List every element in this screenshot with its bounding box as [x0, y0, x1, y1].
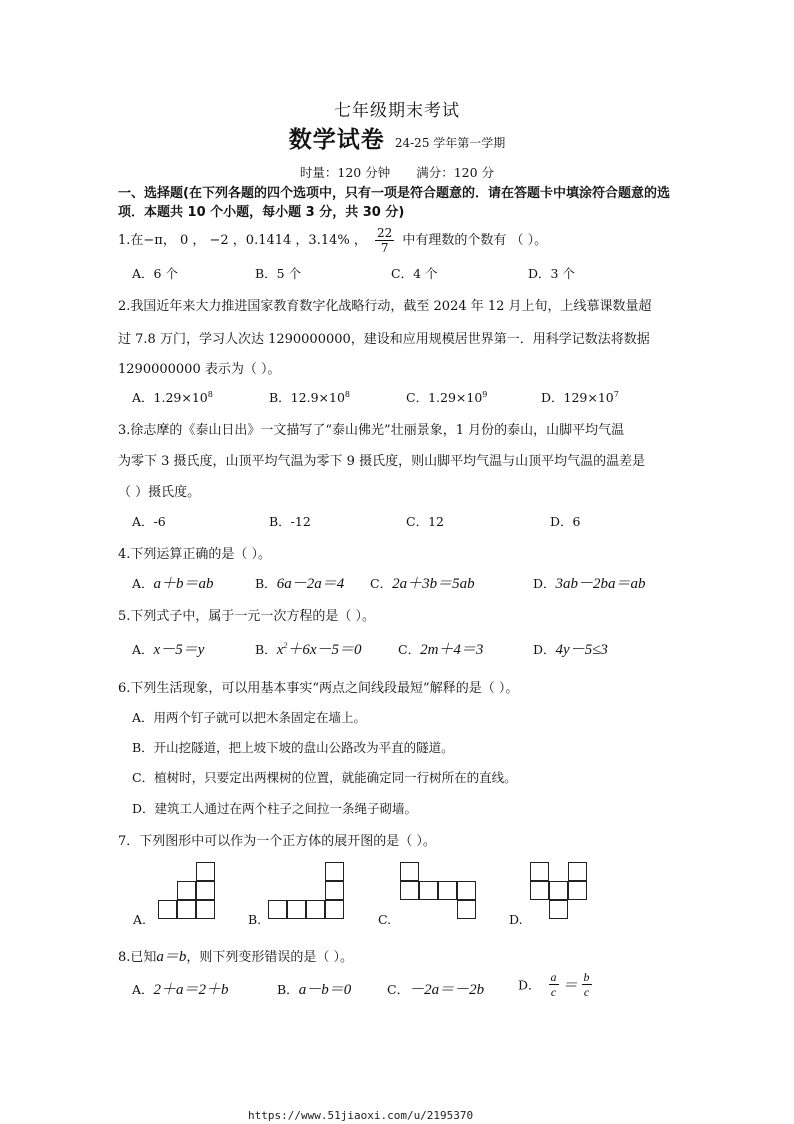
q2-option-a: A．$1.29\times 10^8$: [132, 389, 213, 405]
q5-option-b: B．$x^2+6x-5=0$: [255, 641, 362, 658]
q1-frac-num: 22: [377, 226, 393, 240]
q1-option-d: D．3 个: [528, 266, 575, 281]
q2-line-1: 2.我国近年来大力推进国家教育数字化战略行动，截至 2024 年 12 月上旬，上线慕课数量超: [118, 299, 652, 314]
q8-option-b: B．a－b＝0: [277, 982, 352, 998]
q6-option-c: C．植树时，只要定出两棵树的位置，就能确定同一行树所在的直线。: [132, 770, 517, 785]
q2-option-d: D．$129\times 10^7$: [541, 389, 619, 405]
q6-option-d: D．建筑工人通过在两个柱子之间拉一条绳子砌墙。: [132, 801, 418, 816]
q2-line-3: 1290000000 表示为（ ）。: [118, 362, 281, 377]
q2-line-2: 过 7.8 万门，学习人次达 1290000000，建设和应用规模居世界第一．用科学记数法将数据: [118, 332, 650, 347]
q8-d-frac-left: $\frac{a}{c}$: [550, 970, 557, 999]
q5-option-a: A．x－5＝y: [132, 642, 205, 658]
q3-option-b: B．-12: [269, 514, 311, 529]
time-limit: 时量：120 分钟: [299, 165, 391, 180]
q7-label-d: D.: [509, 912, 523, 927]
q3-option-c: C．12: [406, 514, 444, 529]
q1-prefix: 1.在: [118, 233, 144, 248]
q1-items: −π， 0 ， −2 ，0.1414 ，3.14% ，: [143, 233, 367, 248]
q3-line-1: 3.徐志摩的《泰山日出》一文描写了“泰山佛光”壮丽景象，1 月份的泰山，山脚平均气温: [118, 423, 625, 438]
question-1-stem: [118, 226, 547, 255]
q4-option-c: C．2a＋3b＝5ab: [370, 576, 475, 592]
q5-option-d: D．4y－5≤3: [533, 642, 608, 658]
q8-option-d: D． $\frac{a}{c}$ ＝ $\frac{b}{c}$: [518, 970, 590, 999]
q1-option-a: A．6 个: [132, 266, 178, 281]
q6-option-a: A．用两个钉子就可以把木条固定在墙上。: [132, 710, 367, 725]
q8-option-c: C．－2a＝－2b: [387, 982, 485, 998]
q3-option-a: A．-6: [132, 514, 166, 529]
q7-stem: 7．下列图形中可以作为一个正方体的展开图的是（ ）。: [118, 834, 436, 849]
time-score-line: [0, 163, 794, 181]
q7-label-b: B.: [248, 912, 262, 927]
q6-option-b: B．开山挖隧道，把上坡下坡的盘山公路改为平直的隧道。: [132, 740, 454, 755]
q1-option-c: C．4 个: [391, 266, 438, 281]
q5-option-c: C．2m＋4＝3: [398, 642, 484, 658]
subject-line: [0, 121, 794, 154]
q4-stem: 4.下列运算正确的是（ ）。: [118, 547, 272, 562]
q7-label-c: C.: [378, 912, 392, 927]
q4-option-b: B．6a－2a＝4: [255, 576, 345, 592]
q5-stem: 5.下列式子中，属于一元一次方程的是（ ）。: [118, 609, 376, 624]
q1-option-b: B．5 个: [255, 266, 302, 281]
q6-stem: 6.下列生活现象，可以用基本事实“两点之间线段最短”解释的是（ ）。: [118, 681, 519, 696]
q3-line-2: 为零下 3 摄氏度，山顶平均气温为零下 9 摄氏度，则山脚平均气温与山顶平均气温的温差是: [118, 454, 646, 469]
full-score: 满分：120 分: [416, 165, 495, 180]
q4-option-a: A．a＋b＝ab: [132, 576, 214, 592]
term-label: 24-25 学年第一学期: [394, 136, 506, 150]
q2-option-c: C．$1.29\times 10^9$: [406, 389, 488, 405]
q8-stem: 8.已知a＝b，则下列变形错误的是（ ）。: [118, 949, 354, 965]
q7-label-a: A.: [133, 912, 147, 927]
q3-line-3: （ ）摄氏度。: [118, 485, 201, 500]
q8-option-a: A．2＋a＝2＋b: [132, 982, 229, 998]
exam-title: 七年级期末考试: [334, 101, 460, 121]
footer-url[interactable]: https://www.51jiaoxi.com/u/2195370: [248, 1109, 474, 1122]
q1-suffix: 中有理数的个数有 （ ）。: [402, 233, 548, 248]
q8-d-frac-right: $\frac{b}{c}$: [583, 970, 590, 999]
section-heading: 一、选择题(在下列各题的四个选项中，只有一项是符合题意的．请在答题卡中填涂符合题意的选项．本题共 10 个小题，每小题 3 分，共 30 分): [118, 186, 670, 220]
q1-frac-den: 7: [380, 241, 389, 255]
q4-option-d: D．3ab－2ba＝ab: [533, 576, 646, 592]
subject-title: 数学试卷: [288, 127, 385, 153]
q3-option-d: D．6: [550, 514, 581, 529]
q2-option-b: B．$12.9\times 10^8$: [269, 389, 350, 405]
q1-fraction: [375, 226, 394, 255]
